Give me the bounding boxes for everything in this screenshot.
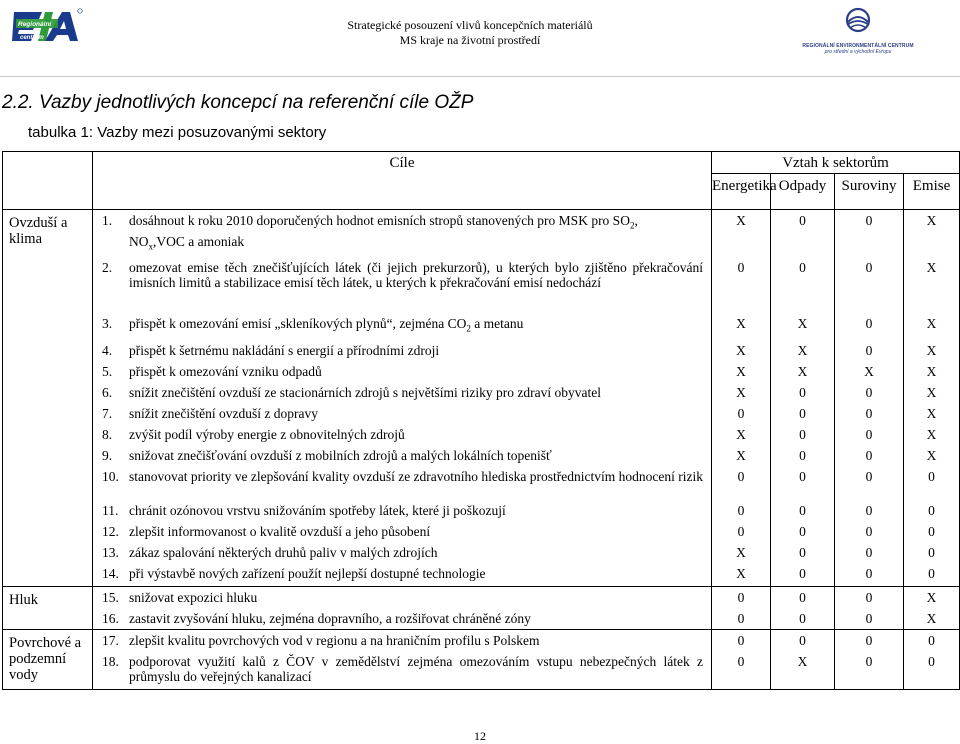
goal-text: zlepšit informovanost o kvalitě ovzduší a jeho působení bbox=[129, 524, 431, 540]
goal-text: zvýšit podíl výroby energie z obnovitelných zdrojů bbox=[129, 427, 405, 443]
running-header bbox=[300, 18, 640, 48]
value-suroviny: 0 bbox=[835, 521, 904, 542]
svg-text:Regionální: Regionální bbox=[18, 21, 52, 28]
value-emise: X bbox=[904, 608, 960, 630]
value-energetika: 0 bbox=[712, 466, 771, 500]
value-odpady: 0 bbox=[771, 257, 835, 313]
goal-number: 4. bbox=[102, 343, 113, 359]
value-odpady: 0 bbox=[771, 403, 835, 424]
goal-number: 3. bbox=[102, 316, 113, 332]
goal-cell bbox=[93, 424, 712, 445]
value-energetika: X bbox=[712, 445, 771, 466]
goal-number: 13. bbox=[102, 545, 119, 561]
value-emise: X bbox=[904, 313, 960, 340]
table-caption: tabulka 1: Vazby mezi posuzovanými sektory bbox=[28, 124, 327, 141]
value-suroviny: 0 bbox=[835, 382, 904, 403]
value-emise: 0 bbox=[904, 563, 960, 586]
running-header-line2: MS kraje na životní prostředí bbox=[399, 33, 541, 47]
value-energetika: X bbox=[712, 424, 771, 445]
goal-text: snižovat znečišťování ovzduší z mobilních zdrojů a malých lokálních topenišť bbox=[129, 448, 552, 464]
value-odpady: 0 bbox=[771, 500, 835, 521]
goal-cell bbox=[93, 586, 712, 608]
header-divider bbox=[0, 76, 960, 77]
column-header-emise: Emise bbox=[904, 174, 960, 210]
sector-cell-noise bbox=[3, 586, 93, 630]
value-energetika: 0 bbox=[712, 630, 771, 652]
goal-text-post: , bbox=[634, 213, 638, 228]
value-emise: X bbox=[904, 361, 960, 382]
goal-cell bbox=[93, 563, 712, 586]
goal-cell bbox=[93, 361, 712, 382]
value-emise: X bbox=[904, 382, 960, 403]
value-energetika: X bbox=[712, 382, 771, 403]
table-row bbox=[3, 500, 960, 521]
goal-text: snižovat expozici hluku bbox=[129, 589, 258, 605]
value-emise: X bbox=[904, 424, 960, 445]
value-odpady: 0 bbox=[771, 521, 835, 542]
value-suroviny: 0 bbox=[835, 586, 904, 608]
goal-text-post: a metanu bbox=[470, 316, 524, 332]
table-row bbox=[3, 210, 960, 258]
goal-text-sub: 2 bbox=[629, 220, 635, 231]
sector-cell-water bbox=[3, 630, 93, 690]
value-emise: X bbox=[904, 257, 960, 313]
goal-cell bbox=[93, 500, 712, 521]
table-row bbox=[3, 403, 960, 424]
sector-cell-air bbox=[3, 210, 93, 587]
value-energetika: 0 bbox=[712, 500, 771, 521]
goal-text: zlepšit kvalitu povrchových vod v regionu a na hraničním profilu s Polskem bbox=[129, 633, 540, 649]
value-energetika: X bbox=[712, 361, 771, 382]
value-odpady: 0 bbox=[771, 382, 835, 403]
table-row bbox=[3, 521, 960, 542]
goal-text: přispět k šetrnému nakládání s energií a přírodními zdroji bbox=[129, 343, 440, 359]
value-odpady: 0 bbox=[771, 608, 835, 630]
goal-cell bbox=[93, 257, 712, 313]
svg-text:centrum: centrum bbox=[20, 35, 44, 41]
value-emise: X bbox=[904, 586, 960, 608]
sector-label: Ovzduší a klima bbox=[9, 215, 68, 247]
eia-logo bbox=[12, 6, 84, 48]
value-emise: X bbox=[904, 403, 960, 424]
value-emise: X bbox=[904, 210, 960, 258]
table-header-row-1 bbox=[3, 152, 960, 174]
goal-text-line2-pre: NO bbox=[129, 233, 149, 249]
value-suroviny: 0 bbox=[835, 608, 904, 630]
relations-table bbox=[2, 151, 960, 690]
table-row bbox=[3, 445, 960, 466]
goal-cell bbox=[93, 210, 712, 258]
goal-cell bbox=[93, 521, 712, 542]
value-energetika: X bbox=[712, 542, 771, 563]
goal-cell bbox=[93, 403, 712, 424]
value-odpady: 0 bbox=[771, 445, 835, 466]
rec-logo-name: REGIONÁLNÍ ENVIRONMENTÁLNÍ CENTRUM bbox=[802, 43, 914, 49]
goal-number: 11. bbox=[102, 503, 119, 519]
table-row bbox=[3, 340, 960, 361]
table-row bbox=[3, 608, 960, 630]
value-suroviny: 0 bbox=[835, 500, 904, 521]
goal-text: snížit znečištění ovzduší ze stacionárních zdrojů s největšími riziky pro zdraví obyvatel bbox=[129, 385, 601, 401]
goal-number: 14. bbox=[102, 566, 119, 582]
goal-cell bbox=[93, 651, 712, 689]
goal-number: 10. bbox=[102, 469, 119, 485]
goal-cell bbox=[93, 608, 712, 630]
column-header-energetika: Energetika bbox=[712, 174, 771, 210]
goal-text: při výstavbě nových zařízení použít nejlepší dostupné technologie bbox=[129, 566, 486, 582]
goal-text: podporovat využití kalů z ČOV v zemědělství zejména omezováním vstupu nebezpečných látek z průmyslu do veřejných kanalizací bbox=[129, 654, 703, 685]
value-emise: 0 bbox=[904, 542, 960, 563]
value-suroviny: 0 bbox=[835, 403, 904, 424]
value-suroviny: 0 bbox=[835, 630, 904, 652]
sector-label: Povrchové a podzemní vody bbox=[9, 635, 82, 684]
goal-number: 12. bbox=[102, 524, 119, 540]
goal-number: 9. bbox=[102, 448, 113, 464]
value-suroviny: 0 bbox=[835, 445, 904, 466]
table-row bbox=[3, 563, 960, 586]
table-row bbox=[3, 424, 960, 445]
header-sector-cell bbox=[3, 152, 93, 210]
goal-cell bbox=[93, 313, 712, 340]
goal-cell bbox=[93, 445, 712, 466]
value-energetika: 0 bbox=[712, 586, 771, 608]
goal-number: 5. bbox=[102, 364, 113, 380]
value-energetika: X bbox=[712, 563, 771, 586]
goal-text: snížit znečištění ovzduší z dopravy bbox=[129, 406, 318, 422]
goal-cell bbox=[93, 542, 712, 563]
goal-text: stanovovat priority ve zlepšování kvality ovzduší ze zdravotního hlediska prostřednictvím hodnocení rizik bbox=[129, 469, 703, 485]
sector-label: Hluk bbox=[9, 591, 38, 608]
value-emise: X bbox=[904, 340, 960, 361]
table-row bbox=[3, 382, 960, 403]
value-odpady: 0 bbox=[771, 630, 835, 652]
goal-text-line2-sub: x bbox=[148, 241, 153, 252]
value-suroviny: 0 bbox=[835, 542, 904, 563]
goal-text: přispět k omezování vzniku odpadů bbox=[129, 364, 322, 380]
goal-text: omezovat emise těch znečišťujících látek (či jejich prekurzorů), u kterých bylo zjištěno překračování imisních limitů a stabilizace emisí těch látek, u kterých k překračování emisí nedochází bbox=[129, 260, 703, 291]
value-emise: 0 bbox=[904, 521, 960, 542]
value-emise: X bbox=[904, 445, 960, 466]
value-energetika: X bbox=[712, 210, 771, 258]
header-relation-label: Vztah k sektorům bbox=[782, 155, 889, 171]
value-energetika: X bbox=[712, 340, 771, 361]
goal-number: 2. bbox=[102, 260, 113, 276]
table-row bbox=[3, 361, 960, 382]
value-emise: 0 bbox=[904, 651, 960, 689]
value-odpady: 0 bbox=[771, 424, 835, 445]
value-energetika: 0 bbox=[712, 608, 771, 630]
goal-cell bbox=[93, 466, 712, 500]
value-energetika: 0 bbox=[712, 403, 771, 424]
value-suroviny: 0 bbox=[835, 651, 904, 689]
value-suroviny: 0 bbox=[835, 313, 904, 340]
table-row bbox=[3, 313, 960, 340]
running-header-line1: Strategické posouzení vlivů koncepčních materiálů bbox=[347, 18, 593, 32]
value-odpady: X bbox=[771, 340, 835, 361]
goal-number: 15. bbox=[102, 589, 119, 605]
rec-logo bbox=[798, 6, 918, 54]
goal-number: 7. bbox=[102, 406, 113, 422]
value-energetika: 0 bbox=[712, 651, 771, 689]
goal-number: 16. bbox=[102, 610, 119, 626]
value-odpady: 0 bbox=[771, 466, 835, 500]
goal-text-sub: 2 bbox=[466, 324, 471, 335]
value-energetika: 0 bbox=[712, 257, 771, 313]
value-energetika: 0 bbox=[712, 521, 771, 542]
value-emise: 0 bbox=[904, 500, 960, 521]
value-odpady: 0 bbox=[771, 210, 835, 258]
goal-number: 1. bbox=[102, 213, 113, 228]
goal-text-line2-post: ,VOC a amoniak bbox=[153, 233, 245, 249]
table-row bbox=[3, 542, 960, 563]
goal-number: 8. bbox=[102, 427, 113, 443]
table-row bbox=[3, 630, 960, 652]
rec-emblem-icon bbox=[838, 6, 878, 36]
column-header-odpady: Odpady bbox=[771, 174, 835, 210]
goal-cell bbox=[93, 630, 712, 652]
goal-text bbox=[129, 213, 638, 252]
rec-logo-subtitle: pro střední a východní Evropu bbox=[824, 49, 892, 55]
table-row bbox=[3, 651, 960, 689]
header-relation bbox=[712, 152, 960, 174]
goal-text-pre: přispět k omezování emisí „skleníkových plynů“, zejména CO bbox=[129, 316, 467, 332]
value-suroviny: 0 bbox=[835, 257, 904, 313]
value-suroviny: 0 bbox=[835, 424, 904, 445]
value-suroviny: 0 bbox=[835, 340, 904, 361]
goal-cell bbox=[93, 340, 712, 361]
header-goals-label: Cíle bbox=[389, 155, 415, 171]
table-row bbox=[3, 586, 960, 608]
column-header-suroviny: Suroviny bbox=[835, 174, 904, 210]
table-row bbox=[3, 257, 960, 313]
value-odpady: X bbox=[771, 361, 835, 382]
goal-text: zastavit zvyšování hluku, zejména dopravního, a rozšiřovat chráněné zóny bbox=[129, 610, 531, 626]
value-suroviny: 0 bbox=[835, 210, 904, 258]
eia-logo-graphic bbox=[12, 6, 84, 48]
goal-number: 18. bbox=[102, 654, 119, 670]
value-suroviny: 0 bbox=[835, 466, 904, 500]
value-emise: 0 bbox=[904, 630, 960, 652]
goal-number: 17. bbox=[102, 633, 119, 649]
goal-text bbox=[129, 316, 524, 335]
goal-text: zákaz spalování některých druhů paliv v malých zdrojích bbox=[129, 545, 438, 561]
value-odpady: X bbox=[771, 313, 835, 340]
goal-text-pre: dosáhnout k roku 2010 doporučených hodnot emisních stropů stanovených pro MSK pro SO bbox=[129, 213, 630, 228]
header-goals bbox=[93, 152, 712, 210]
value-odpady: 0 bbox=[771, 563, 835, 586]
value-energetika: X bbox=[712, 313, 771, 340]
value-suroviny: 0 bbox=[835, 563, 904, 586]
value-odpady: X bbox=[771, 651, 835, 689]
goal-cell bbox=[93, 382, 712, 403]
value-suroviny: X bbox=[835, 361, 904, 382]
value-odpady: 0 bbox=[771, 586, 835, 608]
value-odpady: 0 bbox=[771, 542, 835, 563]
section-title: 2.2. Vazby jednotlivých koncepcí na referenční cíle OŽP bbox=[2, 92, 474, 113]
goal-text: chránit ozónovou vrstvu snižováním spotřeby látek, které ji poškozují bbox=[129, 503, 506, 519]
page-number: 12 bbox=[474, 729, 486, 743]
table-row bbox=[3, 466, 960, 500]
goal-number: 6. bbox=[102, 385, 113, 401]
value-emise: 0 bbox=[904, 466, 960, 500]
